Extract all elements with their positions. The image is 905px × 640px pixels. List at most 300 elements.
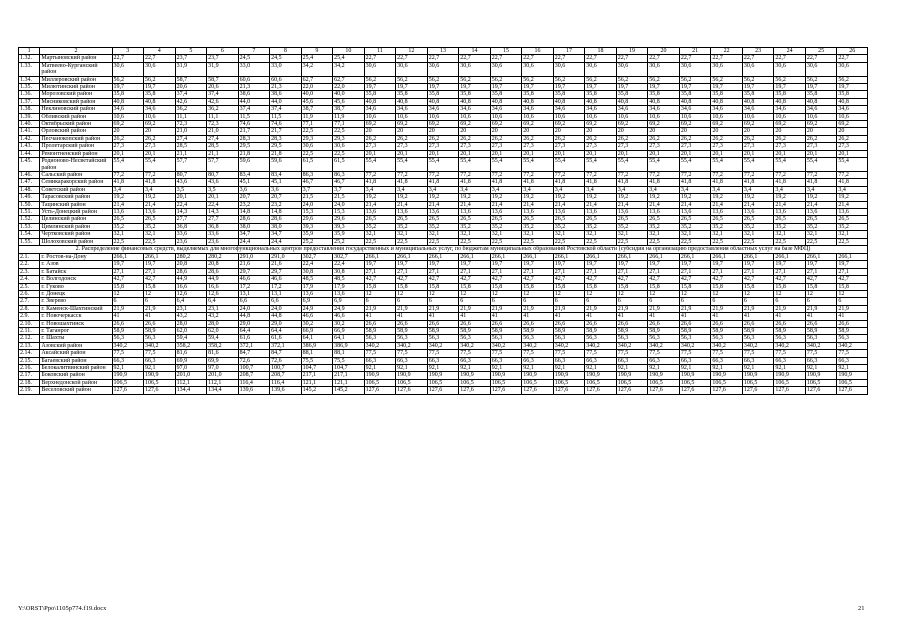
value-cell: 26,5	[522, 216, 554, 223]
value-cell: 41,8	[711, 179, 743, 186]
table-row	[19, 121, 868, 128]
value-cell: 69,2	[553, 121, 585, 128]
row-number: 1.52.	[19, 216, 40, 223]
value-cell: 13,6	[427, 208, 459, 215]
value-cell: 266,1	[711, 253, 743, 260]
value-cell: 27,3	[837, 143, 868, 150]
value-cell: 3,4	[616, 186, 648, 193]
value-cell: 13,6	[679, 208, 711, 215]
value-cell: 21,5	[301, 194, 333, 201]
row-number: 2.19.	[19, 387, 40, 394]
value-cell: 41	[144, 313, 176, 320]
value-cell: 41	[679, 313, 711, 320]
value-cell: 75,5	[333, 357, 365, 364]
value-cell: 22,5	[112, 238, 144, 245]
value-cell: 21,4	[490, 201, 522, 208]
value-cell: 266,1	[648, 253, 680, 260]
value-cell: 58,9	[427, 328, 459, 335]
value-cell: 41	[490, 313, 522, 320]
column-number: 26	[837, 48, 868, 55]
value-cell: 3,4	[742, 186, 774, 193]
value-cell: 340,2	[364, 342, 396, 349]
value-cell: 12	[711, 291, 743, 298]
row-number: 1.35.	[19, 84, 40, 91]
value-cell: 19,7	[837, 261, 868, 268]
value-cell: 20	[679, 128, 711, 135]
value-cell: 13,6	[711, 208, 743, 215]
value-cell: 61,5	[301, 158, 333, 172]
value-cell: 26,5	[679, 216, 711, 223]
value-cell: 22,5	[837, 238, 868, 245]
value-cell: 26,5	[837, 216, 868, 223]
value-cell: 92,1	[742, 365, 774, 372]
value-cell: 66,3	[427, 357, 459, 364]
value-cell: 127,6	[648, 387, 680, 394]
value-cell: 35,8	[648, 91, 680, 98]
value-cell: 42,7	[616, 276, 648, 283]
row-number: 2.7.	[19, 298, 40, 305]
value-cell: 56,3	[427, 335, 459, 342]
value-cell: 30,6	[396, 62, 428, 76]
value-cell: 127,6	[805, 387, 837, 394]
value-cell: 41,8	[553, 179, 585, 186]
district-name: Семикаракорский район	[40, 179, 112, 186]
value-cell: 26,2	[616, 135, 648, 142]
value-cell: 11,9	[301, 113, 333, 120]
value-cell: 10,6	[490, 113, 522, 120]
value-cell: 22,5	[522, 238, 554, 245]
table-row	[19, 62, 868, 76]
value-cell: 20	[364, 128, 396, 135]
table-row	[19, 335, 868, 342]
value-cell: 32,1	[112, 231, 144, 238]
value-cell: 127,6	[553, 387, 585, 394]
value-cell: 35,8	[616, 91, 648, 98]
value-cell: 33,6	[207, 231, 239, 238]
value-cell: 38,6	[270, 91, 302, 98]
value-cell: 37,4	[238, 106, 270, 113]
value-cell: 266,1	[616, 253, 648, 260]
value-cell: 92,1	[112, 365, 144, 372]
value-cell: 266,1	[774, 253, 806, 260]
value-cell: 42,7	[742, 276, 774, 283]
value-cell: 56,3	[364, 335, 396, 342]
value-cell: 3,4	[396, 186, 428, 193]
value-cell: 10,6	[522, 113, 554, 120]
value-cell: 19,7	[742, 84, 774, 91]
value-cell: 30,8	[333, 268, 365, 275]
value-cell: 26,2	[459, 135, 491, 142]
value-cell: 26,2	[364, 135, 396, 142]
value-cell: 57,7	[207, 158, 239, 172]
column-number: 10	[333, 48, 365, 55]
value-cell: 26,6	[742, 320, 774, 327]
district-name: Мясниковский район	[40, 98, 112, 105]
value-cell: 190,9	[427, 372, 459, 379]
value-cell: 56,3	[396, 335, 428, 342]
value-cell: 14,8	[238, 208, 270, 215]
value-cell: 22,5	[301, 128, 333, 135]
district-name: Белокалитвинский район	[40, 365, 112, 372]
table-row	[19, 313, 868, 320]
value-cell: 21,9	[742, 305, 774, 312]
district-name: Мартыновский район	[40, 55, 112, 62]
value-cell: 20,1	[679, 150, 711, 157]
value-cell: 20	[427, 128, 459, 135]
value-cell: 17,2	[270, 283, 302, 290]
value-cell: 127,6	[774, 387, 806, 394]
value-cell: 21,9	[585, 305, 617, 312]
value-cell: 266,1	[742, 253, 774, 260]
value-cell: 40,8	[805, 98, 837, 105]
value-cell: 12	[490, 291, 522, 298]
value-cell: 6,4	[207, 298, 239, 305]
value-cell: 77,5	[459, 350, 491, 357]
row-number: 1.54.	[19, 231, 40, 238]
value-cell: 12	[396, 291, 428, 298]
value-cell: 19,7	[805, 261, 837, 268]
value-cell: 69,2	[144, 121, 176, 128]
value-cell: 127,6	[711, 387, 743, 394]
value-cell: 30,6	[553, 62, 585, 76]
value-cell: 48,5	[301, 276, 333, 283]
value-cell: 35,2	[648, 223, 680, 230]
value-cell: 69,2	[837, 121, 868, 128]
column-number: 23	[742, 48, 774, 55]
value-cell: 26,2	[774, 135, 806, 142]
value-cell: 61,5	[333, 158, 365, 172]
value-cell: 22,7	[616, 55, 648, 62]
value-cell: 92,1	[805, 365, 837, 372]
value-cell: 19,7	[427, 261, 459, 268]
value-cell: 35,2	[837, 223, 868, 230]
value-cell: 13,6	[553, 208, 585, 215]
value-cell: 19,7	[364, 261, 396, 268]
value-cell: 280,2	[207, 253, 239, 260]
table-row	[19, 276, 868, 283]
value-cell: 40,8	[742, 98, 774, 105]
value-cell: 27,4	[207, 135, 239, 142]
column-number: 3	[112, 48, 144, 55]
value-cell: 40,8	[459, 98, 491, 105]
value-cell: 12	[585, 291, 617, 298]
value-cell: 40,8	[837, 98, 868, 105]
value-cell: 56,3	[616, 335, 648, 342]
value-cell: 27,3	[427, 143, 459, 150]
value-cell: 34,6	[490, 106, 522, 113]
value-cell: 266,1	[679, 253, 711, 260]
value-cell: 35,8	[774, 91, 806, 98]
value-cell: 27,1	[648, 268, 680, 275]
value-cell: 26,5	[774, 216, 806, 223]
value-cell: 190,9	[648, 372, 680, 379]
value-cell: 27,1	[427, 268, 459, 275]
value-cell: 13,6	[301, 291, 333, 298]
row-number: 2.12.	[19, 335, 40, 342]
column-number: 16	[522, 48, 554, 55]
value-cell: 21,4	[144, 201, 176, 208]
value-cell: 33,0	[270, 62, 302, 76]
value-cell: 127,6	[112, 387, 144, 394]
value-cell: 12	[553, 291, 585, 298]
row-number: 2.16.	[19, 365, 40, 372]
value-cell: 62,7	[301, 76, 333, 83]
value-cell: 302,7	[333, 253, 365, 260]
value-cell: 3,4	[679, 186, 711, 193]
value-cell: 56,3	[837, 335, 868, 342]
value-cell: 106,5	[112, 379, 144, 386]
value-cell: 69,2	[742, 121, 774, 128]
value-cell: 19,2	[490, 194, 522, 201]
value-cell: 20	[490, 128, 522, 135]
value-cell: 28,5	[207, 143, 239, 150]
value-cell: 27,3	[805, 143, 837, 150]
value-cell: 22,4	[333, 261, 365, 268]
district-name: г. Новочеркасск	[40, 313, 112, 320]
value-cell: 34,6	[522, 106, 554, 113]
value-cell: 56,3	[585, 335, 617, 342]
value-cell: 6	[679, 298, 711, 305]
table-row	[19, 216, 868, 223]
value-cell: 15,8	[805, 283, 837, 290]
value-cell: 41	[112, 313, 144, 320]
value-cell: 34,6	[459, 106, 491, 113]
value-cell: 12	[522, 291, 554, 298]
value-cell: 280,2	[175, 253, 207, 260]
value-cell: 84,7	[238, 350, 270, 357]
value-cell: 372,1	[238, 342, 270, 349]
value-cell: 32,1	[144, 231, 176, 238]
value-cell: 21,3	[270, 84, 302, 91]
value-cell: 16,6	[175, 283, 207, 290]
value-cell: 15,8	[427, 283, 459, 290]
value-cell: 27,3	[616, 143, 648, 150]
value-cell: 27,3	[144, 143, 176, 150]
value-cell: 12	[742, 291, 774, 298]
value-cell: 27,3	[490, 143, 522, 150]
value-cell: 21,4	[553, 201, 585, 208]
value-cell: 6,9	[301, 298, 333, 305]
value-cell: 66,9	[333, 328, 365, 335]
value-cell: 69,2	[427, 121, 459, 128]
value-cell: 30,2	[333, 320, 365, 327]
district-name: г. Гуково	[40, 283, 112, 290]
value-cell: 30,2	[301, 320, 333, 327]
value-cell: 29,5	[238, 143, 270, 150]
value-cell: 24,0	[301, 201, 333, 208]
value-cell: 27,1	[396, 268, 428, 275]
value-cell: 20,1	[616, 150, 648, 157]
district-name: Пролетарский район	[40, 143, 112, 150]
value-cell: 20	[742, 128, 774, 135]
value-cell: 6	[427, 298, 459, 305]
value-cell: 69,2	[364, 121, 396, 128]
row-number: 1.51.	[19, 208, 40, 215]
value-cell: 41	[553, 313, 585, 320]
value-cell: 58,9	[522, 328, 554, 335]
value-cell: 10,6	[774, 113, 806, 120]
value-cell: 190,9	[774, 372, 806, 379]
value-cell: 127,6	[144, 387, 176, 394]
value-cell: 20,6	[207, 84, 239, 91]
value-cell: 31,9	[207, 62, 239, 76]
value-cell: 20	[522, 128, 554, 135]
district-name: Азовский район	[40, 342, 112, 349]
value-cell: 21,6	[238, 261, 270, 268]
value-cell: 20	[774, 128, 806, 135]
value-cell: 77,5	[648, 350, 680, 357]
value-cell: 21,4	[679, 201, 711, 208]
value-cell: 69,9	[175, 357, 207, 364]
value-cell: 23,2	[270, 201, 302, 208]
value-cell: 27,1	[459, 268, 491, 275]
value-cell: 127,6	[427, 387, 459, 394]
table-row	[19, 379, 868, 386]
row-number: 1.48.	[19, 186, 40, 193]
value-cell: 112,1	[175, 379, 207, 386]
value-cell: 24,9	[301, 305, 333, 312]
value-cell: 42,7	[774, 276, 806, 283]
value-cell: 27,1	[364, 268, 396, 275]
value-cell: 26,2	[396, 135, 428, 142]
value-cell: 35,8	[522, 91, 554, 98]
table-row	[19, 84, 868, 91]
value-cell: 14,8	[270, 208, 302, 215]
value-cell: 6	[522, 298, 554, 305]
value-cell: 26,2	[648, 135, 680, 142]
value-cell: 77,2	[396, 171, 428, 178]
section-title: 2. Распределение финансовых средств, выделяемых для многофункциональных центров предоставления государственных и муниципальных услуг, по бюджетам муниципальных образований Ростовской области (субсидия на организацию предоставления областных услуг на базе МФЦ)	[19, 245, 868, 253]
value-cell: 13,6	[805, 208, 837, 215]
value-cell: 190,9	[112, 372, 144, 379]
row-number: 2.9.	[19, 313, 40, 320]
value-cell: 19,7	[396, 261, 428, 268]
value-cell: 15,8	[774, 283, 806, 290]
value-cell: 44,9	[175, 276, 207, 283]
value-cell: 26,2	[837, 135, 868, 142]
value-cell: 26,5	[585, 216, 617, 223]
value-cell: 77,5	[144, 350, 176, 357]
value-cell: 43,2	[207, 313, 239, 320]
value-cell: 92,1	[616, 365, 648, 372]
value-cell: 340,2	[774, 342, 806, 349]
table-row	[19, 91, 868, 98]
value-cell: 190,9	[144, 372, 176, 379]
value-cell: 41,8	[616, 179, 648, 186]
row-number: 2.14.	[19, 350, 40, 357]
value-cell: 266,1	[396, 253, 428, 260]
row-number: 1.45.	[19, 158, 40, 172]
value-cell: 340,2	[522, 342, 554, 349]
value-cell: 19,2	[711, 194, 743, 201]
value-cell: 32,1	[364, 231, 396, 238]
value-cell: 21,4	[805, 201, 837, 208]
value-cell: 41	[522, 313, 554, 320]
row-number: 1.47.	[19, 179, 40, 186]
value-cell: 12	[144, 291, 176, 298]
value-cell: 26,5	[805, 216, 837, 223]
value-cell: 92,1	[459, 365, 491, 372]
value-cell: 32,1	[396, 231, 428, 238]
value-cell: 10,6	[459, 113, 491, 120]
value-cell: 340,2	[837, 342, 868, 349]
value-cell: 19,2	[553, 194, 585, 201]
value-cell: 22,5	[301, 150, 333, 157]
value-cell: 100,7	[270, 365, 302, 372]
value-cell: 25,2	[333, 238, 365, 245]
value-cell: 12	[774, 291, 806, 298]
value-cell: 20,1	[175, 194, 207, 201]
value-cell: 34,6	[742, 106, 774, 113]
value-cell: 201,0	[207, 372, 239, 379]
value-cell: 6	[144, 298, 176, 305]
value-cell: 39,3	[301, 223, 333, 230]
value-cell: 20,1	[459, 150, 491, 157]
value-cell: 127,6	[585, 387, 617, 394]
value-cell: 6	[616, 298, 648, 305]
value-cell: 106,5	[711, 379, 743, 386]
value-cell: 29,3	[333, 135, 365, 142]
value-cell: 55,4	[364, 158, 396, 172]
value-cell: 66,3	[837, 357, 868, 364]
column-number: 4	[144, 48, 176, 55]
value-cell: 21,8	[270, 150, 302, 157]
value-cell: 386,9	[301, 342, 333, 349]
value-cell: 19,7	[616, 261, 648, 268]
value-cell: 46,7	[301, 179, 333, 186]
value-cell: 56,2	[711, 76, 743, 83]
value-cell: 6	[648, 298, 680, 305]
district-name: Боковский район	[40, 372, 112, 379]
value-cell: 340,2	[459, 342, 491, 349]
value-cell: 6,9	[333, 298, 365, 305]
value-cell: 74,6	[270, 121, 302, 128]
value-cell: 72,3	[175, 121, 207, 128]
value-cell: 20,1	[553, 150, 585, 157]
value-cell: 127,6	[490, 387, 522, 394]
value-cell: 41	[742, 313, 774, 320]
value-cell: 10,6	[837, 113, 868, 120]
table-row	[19, 372, 868, 379]
value-cell: 77,2	[427, 171, 459, 178]
value-cell: 19,7	[396, 84, 428, 91]
value-cell: 92,1	[774, 365, 806, 372]
value-cell: 56,2	[144, 76, 176, 83]
value-cell: 35,8	[805, 91, 837, 98]
value-cell: 19,7	[144, 261, 176, 268]
row-number: 2.15.	[19, 357, 40, 364]
value-cell: 21,7	[238, 128, 270, 135]
value-cell: 15,8	[144, 283, 176, 290]
district-name: Шолоховский район	[40, 238, 112, 245]
value-cell: 21,4	[427, 201, 459, 208]
value-cell: 35,2	[459, 223, 491, 230]
value-cell: 13,1	[270, 291, 302, 298]
row-number: 1.44.	[19, 150, 40, 157]
value-cell: 22,5	[805, 238, 837, 245]
value-cell: 34,7	[270, 231, 302, 238]
value-cell: 19,7	[648, 261, 680, 268]
column-number: 13	[427, 48, 459, 55]
value-cell: 40,8	[553, 98, 585, 105]
value-cell: 55,4	[679, 158, 711, 172]
value-cell: 58,9	[585, 328, 617, 335]
value-cell: 190,9	[585, 372, 617, 379]
value-cell: 13,1	[238, 291, 270, 298]
value-cell: 13,6	[144, 208, 176, 215]
value-cell: 21,6	[270, 261, 302, 268]
value-cell: 21,5	[333, 194, 365, 201]
